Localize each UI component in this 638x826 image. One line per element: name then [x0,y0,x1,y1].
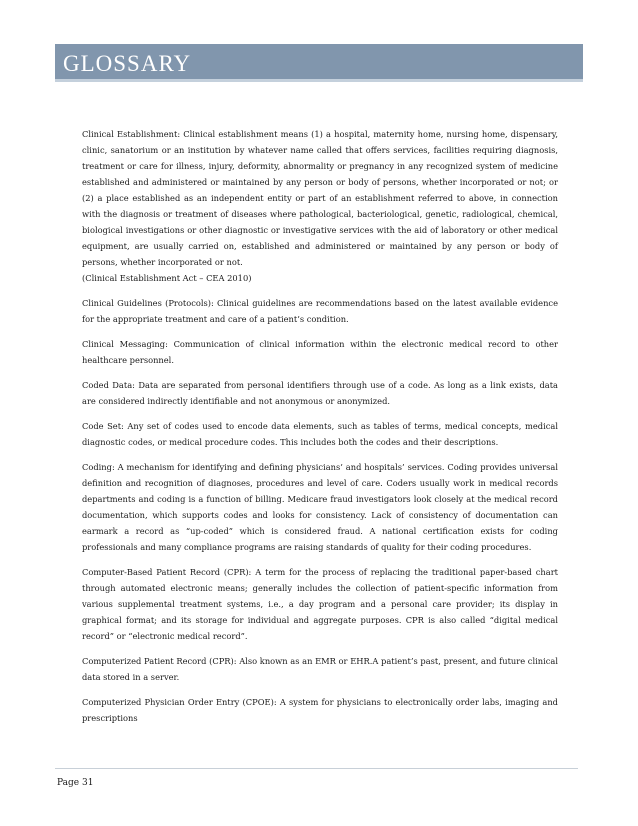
glossary-entry-text: Code Set: Any set of codes used to encode data elements, such as tables of terms, medical concepts, medical diagnostic codes, or medical procedure codes. This includes both the codes and their descriptions. [82,421,558,447]
glossary-entry-text: Coded Data: Data are separated from personal identifiers through use of a code. As long as a link exists, data are considered indirectly identifiable and not anonymous or anonymized. [82,380,558,406]
glossary-entry-text: Clinical Establishment: Clinical establishment means (1) a hospital, maternity home, nursing home, dispensary, clinic, sanatorium or an institution by whatever name called that offers services, facilities requiring diagnosis, treatment or care for illness, injury, deformity, abnormality or pregnancy in any recognized system of medicine established and administered or maintained by any person or body of persons, whether incorporated or not; or (2) a place established as an independent entity or part of an establishment referred to above, in connection with the diagnosis or treatment of diseases where pathological, bacteriological, genetic, radiological, chemical, biological investigations or other diagnostic or investigative services with the aid of laboratory or other medical equipment, are usually carried on, established and administered or maintained by any person or body of persons, whether incorporated or not. [82,129,558,267]
glossary-body [82,126,558,735]
glossary-entry-clinical-establishment [82,126,558,286]
glossary-entry-text: Coding: A mechanism for identifying and defining physicians’ and hospitals’ services. Coding provides universal definition and recognition of diagnoses, procedures and level of care. Coders usually work in medical records departments and coding is a function of billing. Medicare fraud investigators look closely at the medical record documentation, which supports codes and looks for consistency. Lack of consistency of documentation can earmark a record as “up-coded” which is considered fraud. A national certification exists for coding professionals and many compliance programs are raising standards of quality for their coding procedures. [82,462,558,552]
glossary-header-band [55,44,583,82]
footer-divider [55,768,578,769]
glossary-entry-coding [82,459,558,555]
glossary-entry-citation: (Clinical Establishment Act – CEA 2010) [82,273,252,283]
glossary-entry-computer-based-patient-record [82,564,558,644]
glossary-entry-coded-data [82,377,558,409]
page-number: Page 31 [57,778,94,788]
glossary-entry-clinical-messaging [82,336,558,368]
glossary-entry-cpoe [82,694,558,726]
glossary-entry-text: Clinical Messaging: Communication of clinical information within the electronic medical record to other healthcare personnel. [82,339,558,365]
glossary-entry-text: Computerized Physician Order Entry (CPOE): A system for physicians to electronically order labs, imaging and prescriptions [82,697,558,723]
glossary-entry-code-set [82,418,558,450]
glossary-entry-text: Clinical Guidelines (Protocols): Clinical guidelines are recommendations based on the latest available evidence for the appropriate treatment and care of a patient’s condition. [82,298,558,324]
glossary-entry-text: Computerized Patient Record (CPR): Also known as an EMR or EHR.A patient’s past, present, and future clinical data stored in a server. [82,656,558,682]
glossary-entry-clinical-guidelines [82,295,558,327]
glossary-entry-text: Computer-Based Patient Record (CPR): A term for the process of replacing the traditional paper-based chart through automated electronic means; generally includes the collection of patient-specific information from various supplemental treatment systems, i.e., a day program and a personal care provider; its display in graphical format; and its storage for individual and aggregate purposes. CPR is also called “digital medical record” or “electronic medical record”. [82,567,558,641]
glossary-entry-computerized-patient-record [82,653,558,685]
page-title: GLOSSARY [63,51,192,76]
